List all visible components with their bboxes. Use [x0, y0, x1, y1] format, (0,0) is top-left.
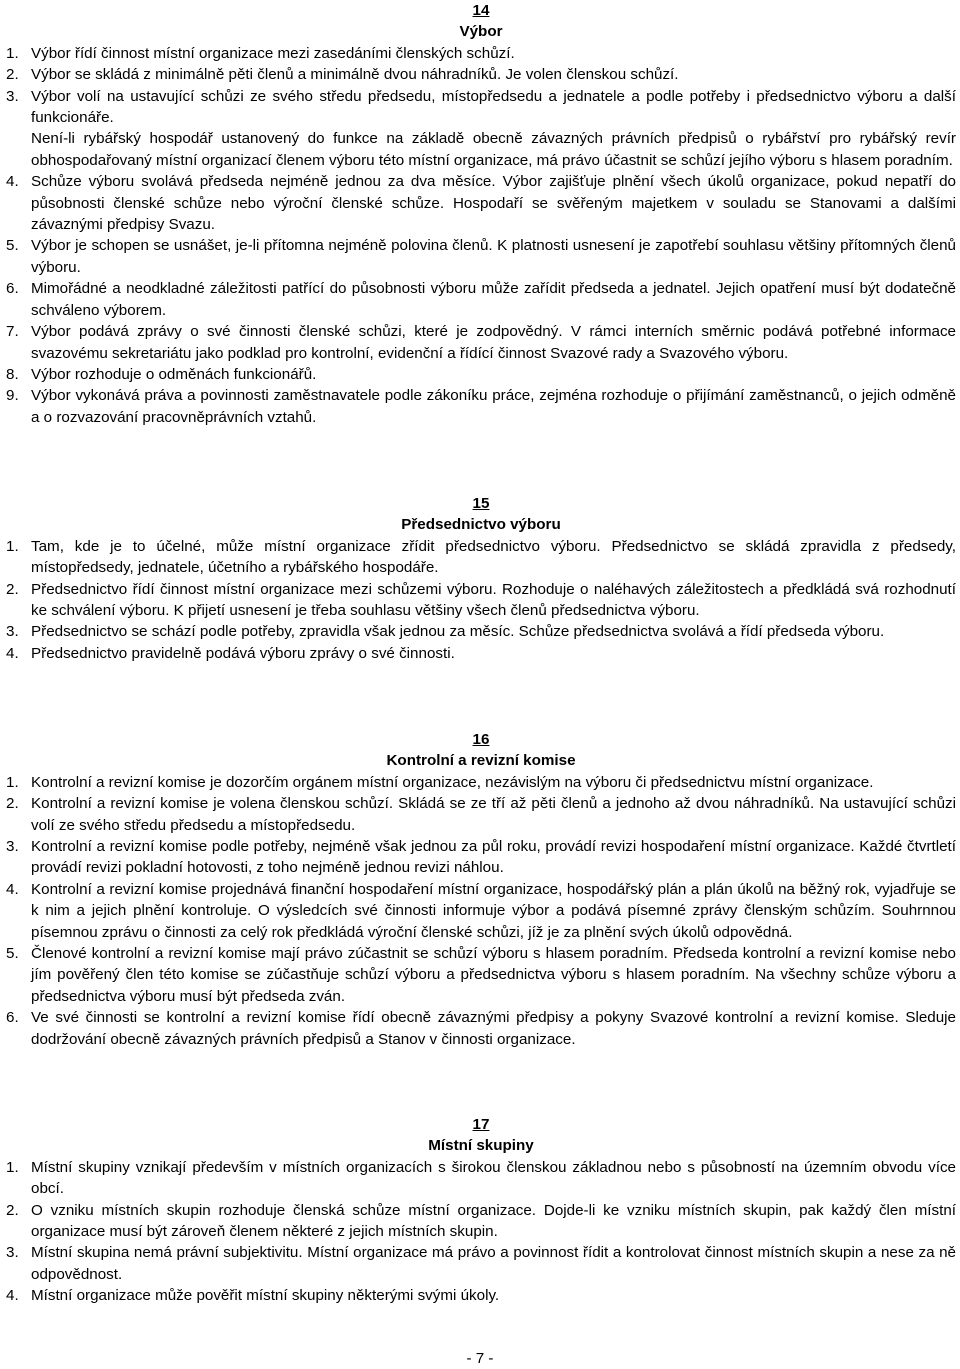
- item-text: Místní skupina nemá právní subjektivitu. Místní organizace má právo a povinnost řídit a kontrolovat činnost místních skupin a nese za ně odpovědnost.: [31, 1244, 956, 1283]
- list-item: [6, 235, 956, 278]
- item-number: 6.: [6, 1009, 19, 1027]
- item-text: Místní organizace může pověřit místní skupiny některými svými úkoly.: [31, 1287, 500, 1305]
- item-text-paragraph: Není-li rybářský hospodář ustanovený do funkce na základě obecně závazných právních předpisů o rybářství pro rybářský revír obhospodařovaný místní organizací členem výboru této místní organizace, má právo účastnit se schůzí jejího výboru s hlasem poradním.: [31, 130, 956, 169]
- section-number: 17: [472, 1116, 490, 1133]
- item-text: Předsednictvo se schází podle potřeby, zpravidla však jednou za měsíc. Schůze předsednictva svolává a řídí předseda výboru.: [31, 623, 885, 641]
- section-number: 15: [472, 495, 490, 512]
- list-item: [6, 879, 956, 943]
- item-text: Kontrolní a revizní komise je volena členskou schůzí. Skládá se ze tří až pěti členů a jednoho až dvou náhradníků. Na ustavující schůzi volí ze svého středu předsedu a místopředsedu.: [31, 795, 956, 834]
- item-number: 2.: [6, 795, 19, 813]
- page-number: - 7 -: [466, 1350, 494, 1367]
- section-heading: [6, 493, 956, 536]
- item-number: 7.: [6, 323, 19, 341]
- item-text: Výbor volí na ustavující schůzi ze svého středu předsedu, místopředsedu a jednatele a podle potřeby i předsednictvo výboru a další funkcionáře.: [31, 87, 956, 127]
- list-item: [6, 621, 956, 642]
- item-number: 3.: [6, 623, 19, 641]
- item-number: 4.: [6, 173, 19, 191]
- item-number: 1.: [6, 1158, 19, 1176]
- list-item: [6, 1285, 956, 1306]
- section-number: 16: [472, 731, 490, 748]
- section-number: 14: [472, 2, 490, 19]
- section-15: [6, 493, 956, 664]
- item-number: 1.: [6, 537, 19, 555]
- item-number: 3.: [6, 87, 19, 105]
- item-text: Schůze výboru svolává předseda nejméně jednou za dva měsíce. Výbor zajišťuje plnění všech úkolů organizace, pokud nepatří do působnosti členské schůze nebo výroční členské schůze. Hospodaří se svěřeným majetkem v souladu se Stanovami a dalšími závaznými předpisy Svazu.: [31, 173, 956, 234]
- item-text: Kontrolní a revizní komise projednává finanční hospodaření místní organizace, hospodářský plán a plán úkolů na běžný rok, vyjadřuje se k nim a jejich plnění kontroluje. O výsledcích své činnosti informuje výbor a podává písemné zprávy členským schůzím. Souhrnnou písemnou zprávu o činnosti za celý rok předkládá výroční členské schůzi, jíž je za plnění svých úkolů odpovědná.: [31, 880, 956, 941]
- item-text: Členové kontrolní a revizní komise mají právo zúčastnit se schůzí výboru s hlasem poradním. Předseda kontrolní a revizní komise nebo jím pověřený člen této komise se zúčastňuje schůzí výboru a předsednictva výboru s hlasem poradním. Na všechny schůze výboru a předsednictva výboru musí být předseda zván.: [31, 945, 956, 1005]
- item-text: Kontrolní a revizní komise podle potřeby, nejméně však jednou za půl roku, provádí revizi hospodaření místní organizace. Každé čtvrtletí provádí revizi pokladní hotovosti, z toho nejméně jednou revizi náhlou.: [31, 838, 956, 877]
- item-text: Kontrolní a revizní komise je dozorčím orgánem místní organizace, nezávislým na výboru či předsednictvu místní organizace.: [31, 773, 874, 791]
- item-text: Výbor rozhoduje o odměnách funkcionářů.: [31, 365, 317, 383]
- section-list: [6, 43, 956, 428]
- item-number: 4.: [6, 880, 19, 898]
- item-text: Výbor vykonává práva a povinnosti zaměstnavatele podle zákoníku práce, zejména rozhoduje o přijímání zaměstnanců, o jejich odměně a o rozvazování pracovněprávních vztahů.: [31, 387, 956, 426]
- list-item: [6, 1007, 956, 1050]
- item-number: 8.: [6, 365, 19, 383]
- item-number: 2.: [6, 1201, 19, 1219]
- list-item: [6, 64, 956, 85]
- list-item: [6, 793, 956, 836]
- section-title: Kontrolní a revizní komise: [386, 752, 576, 770]
- item-text: Ve své činnosti se kontrolní a revizní komise řídí obecně závaznými předpisy a pokyny Svazové kontrolní a revizní komise. Sleduje dodržování obecně závazných právních předpisů a Stanov v činnosti organizace.: [31, 1009, 956, 1048]
- section-16: [6, 729, 956, 1050]
- list-item: [6, 385, 956, 428]
- list-item: [6, 579, 956, 622]
- item-text: Místní skupiny vznikají především v místních organizacích s širokou členskou základnou nebo s působností na územním obvodu více obcí.: [31, 1158, 956, 1198]
- item-number: 6.: [6, 280, 19, 298]
- item-number: 4.: [6, 644, 19, 662]
- list-item: [6, 1157, 956, 1200]
- list-item: [6, 1200, 956, 1243]
- section-list: [6, 772, 956, 1050]
- list-item: [6, 86, 956, 172]
- item-text: Výbor řídí činnost místní organizace mezi zasedáními členských schůzí.: [31, 44, 515, 62]
- item-text: Tam, kde je to účelné, může místní organizace zřídit předsednictvo výboru. Předsednictvo se skládá zpravidla z předsedy, místopředsedy, jednatele, účetního a rybářského hospodáře.: [31, 537, 956, 577]
- item-number: 9.: [6, 387, 19, 405]
- section-heading: [6, 0, 956, 43]
- list-item: [6, 536, 956, 579]
- list-item: [6, 836, 956, 879]
- section-title: Místní skupiny: [428, 1137, 534, 1155]
- item-text: Předsednictvo řídí činnost místní organizace mezi schůzemi výboru. Rozhoduje o naléhavých záležitostech a předkládá svá rozhodnutí ke schválení výboru. K přijetí usnesení je třeba souhlasu většiny všech členů předsednictva výboru.: [31, 580, 956, 620]
- item-text: Předsednictvo pravidelně podává výboru zprávy o své činnosti.: [31, 644, 455, 662]
- list-item: [6, 772, 956, 793]
- item-number: 4.: [6, 1287, 19, 1305]
- item-number: 2.: [6, 66, 19, 84]
- item-number: 3.: [6, 1244, 19, 1262]
- section-heading: [6, 1114, 956, 1157]
- list-item: [6, 278, 956, 321]
- item-text: Výbor je schopen se usnášet, je-li přítomna nejméně polovina členů. K platnosti usnesení je zapotřebí souhlasu většiny přítomných členů výboru.: [31, 237, 956, 276]
- section-title: Výbor: [459, 23, 503, 41]
- list-item: [6, 943, 956, 1007]
- list-item: [6, 321, 956, 364]
- item-text: Výbor se skládá z minimálně pěti členů a minimálně dvou náhradníků. Je volen členskou schůzí.: [31, 66, 679, 84]
- item-text: Mimořádné a neodkladné záležitosti patřící do působnosti výboru může zařídit předseda a jednatel. Jejich opatření musí být dodatečně schváleno výborem.: [31, 280, 956, 319]
- list-item: [6, 643, 956, 664]
- list-item: [6, 1242, 956, 1285]
- section-title: Předsednictvo výboru: [401, 516, 561, 534]
- item-number: 5.: [6, 237, 19, 255]
- item-number: 3.: [6, 838, 19, 856]
- list-item: [6, 364, 956, 385]
- section-list: [6, 536, 956, 664]
- section-heading: [6, 729, 956, 772]
- item-number: 2.: [6, 580, 19, 598]
- list-item: [6, 171, 956, 235]
- item-text: Výbor podává zprávy o své činnosti členské schůzi, které je zodpovědný. V rámci interních směrnic podává potřebné informace svazovému sekretariátu jako podklad pro kontrolní, evidenční a řídící činnost Svazové rady a Svazového výboru.: [31, 323, 956, 362]
- section-14: [6, 0, 956, 428]
- item-number: 1.: [6, 773, 19, 791]
- section-list: [6, 1157, 956, 1307]
- section-17: [6, 1114, 956, 1307]
- item-number: 1.: [6, 44, 19, 62]
- item-number: 5.: [6, 945, 19, 963]
- item-text: O vzniku místních skupin rozhoduje členská schůze místní organizace. Dojde-li ke vzniku místních skupin, pak každý člen místní organizace musí být zároveň členem některé z jejich místních skupin.: [31, 1201, 956, 1241]
- list-item: [6, 43, 956, 64]
